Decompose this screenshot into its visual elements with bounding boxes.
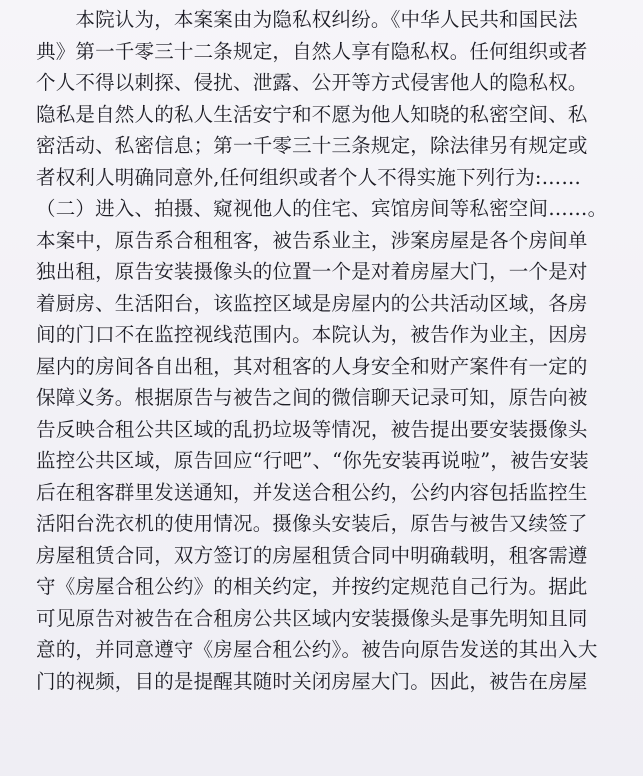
text-line: 隐私是自然人的私人生活安宁和不愿为他人知晓的私密空间、私 (36, 102, 588, 126)
text-line: 独出租，原告安装摄像头的位置一个是对着房屋大门，一个是对 (36, 260, 588, 283)
text-line: 屋内的房间各自出租，其对租客的人身安全和财产案件有一定的 (36, 354, 588, 378)
text-line: 告反映合租公共区域的乱扔垃圾等情况，被告提出要安装摄像头 (36, 417, 588, 441)
text-line: 者权利人明确同意外,任何组织或者个人不得实施下列行为:…… (36, 165, 582, 189)
text-line: 意的，并同意遵守《房屋合租公约》。被告向原告发送的其出入大 (36, 638, 598, 661)
text-line: 典》第一千零三十二条规定，自然人享有隐私权。任何组织或者 (36, 39, 588, 63)
text-line: 保障义务。根据原告与被告之间的微信聊天记录可知，原告向被 (36, 386, 588, 409)
text-line: 后在租客群里发送通知，并发送合租公约，公约内容包括监控生 (36, 480, 588, 504)
text-line: 个人不得以刺探、侵扰、泄露、公开等方式侵害他人的隐私权。 (36, 71, 588, 94)
text-line: 本案中，原告系合租租客，被告系业主，涉案房屋是各个房间单 (36, 228, 588, 252)
text-line: 本院认为，本案案由为隐私权纠纷。《中华人民共和国民法 (36, 8, 578, 31)
text-line: 着厨房、生活阳台，该监控区域是房屋内的公共活动区域，各房 (36, 291, 588, 315)
text-line: 守《房屋合租公约》的相关约定，并按约定规范自己行为。据此 (36, 575, 588, 598)
text-line: （二）进入、拍摄、窥视他人的住宅、宾馆房间等私密空间……。 (36, 197, 608, 220)
text-line: 房屋租赁合同，双方签订的房屋租赁合同中明确载明，租客需遵 (36, 543, 588, 567)
text-line: 门的视频，目的是提醒其随时关闭房屋大门。因此，被告在房屋 (36, 669, 588, 693)
text-line: 密活动、私密信息；第一千零三十三条规定，除法律另有规定或 (36, 134, 588, 157)
text-line: 监控公共区域，原告回应“行吧”、“你先安装再说啦”，被告安装 (36, 449, 589, 472)
text-line: 可见原告对被告在合租房公共区域内安装摄像头是事先明知且同 (36, 606, 588, 630)
text-line: 间的门口不在监控视线范围内。本院认为，被告作为业主，因房 (36, 323, 588, 346)
judgment-text (36, 4, 616, 697)
text-line: 活阳台洗衣机的使用情况。摄像头安装后，原告与被告又续签了 (36, 512, 588, 535)
